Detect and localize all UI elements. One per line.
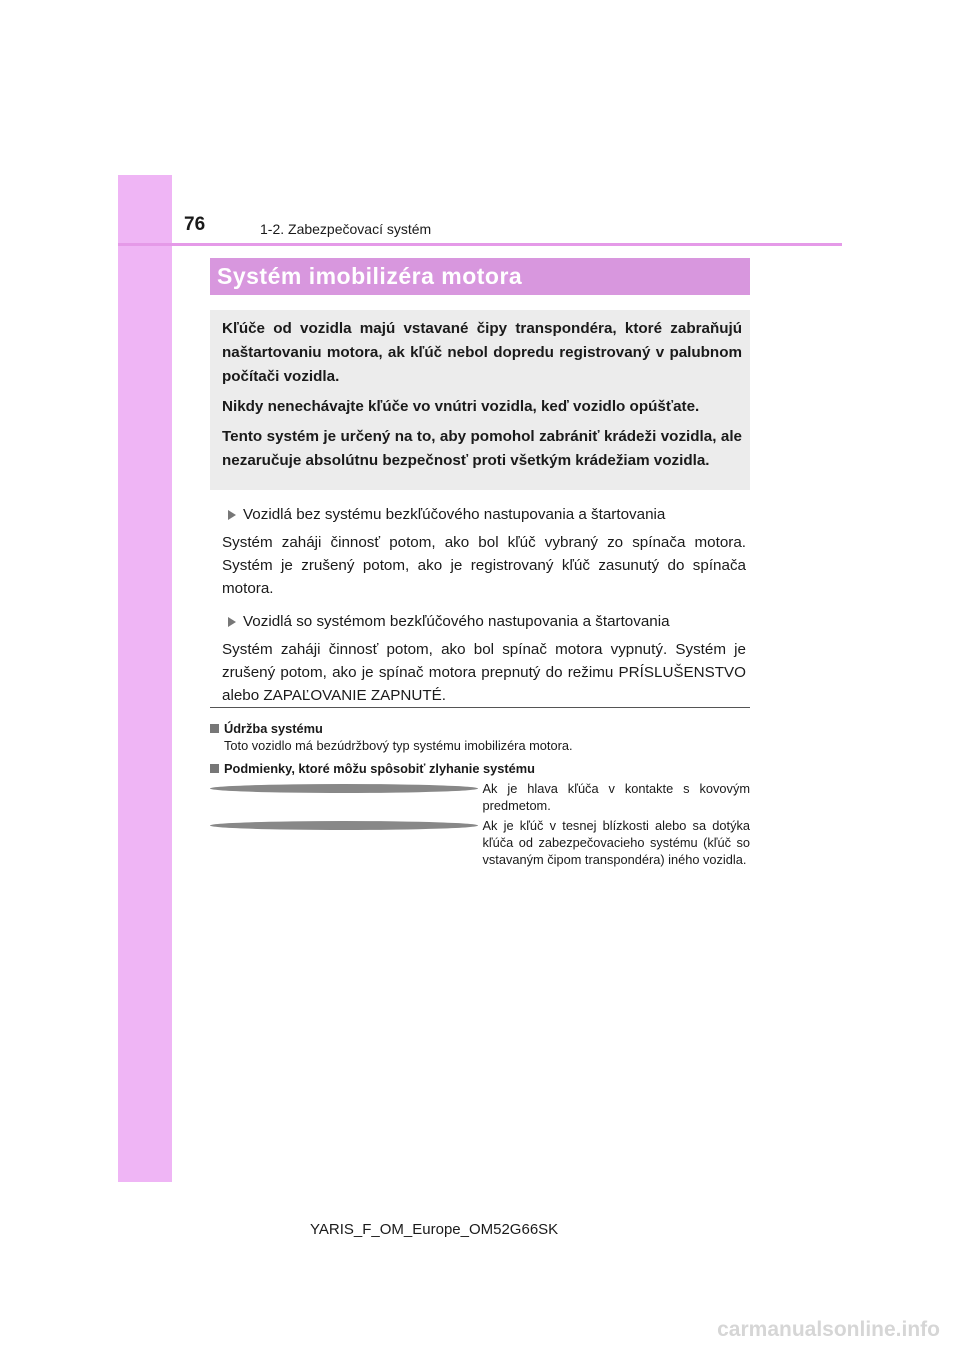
note-heading-text: Podmienky, ktoré môžu spôsobiť zlyhanie systému (224, 761, 535, 776)
triangle-bullet-icon (228, 617, 236, 627)
list-item (210, 817, 750, 868)
header-rule (118, 243, 842, 246)
page-number: 76 (184, 214, 206, 235)
note-heading (210, 720, 750, 737)
square-bullet-icon (210, 764, 219, 773)
section-title: Systém imobilizéra motora (210, 258, 750, 295)
list-item-text: Ak je hlava kľúča v kontakte s kovovým predmetom. (482, 781, 750, 813)
intro-paragraph: Tento systém je určený na to, aby pomohol zabrániť krádeži vozidla, ale nezaručuje absolútnu bezpečnosť proti všetkým krádežiam vozidla. (222, 428, 742, 469)
body-paragraph: Systém zaháji činnosť potom, ako bol spínač motora vypnutý. Systém je zrušený potom, ako je spínač motora prepnutý do režimu PRÍSLUŠENSTVO alebo ZAPAĽOVANIE ZAPNUTÉ. (222, 641, 746, 704)
circle-bullet-icon (210, 784, 478, 793)
notes-section (210, 716, 750, 868)
chapter-tab (118, 175, 172, 1182)
note-heading-text: Údržba systému (224, 721, 323, 736)
square-bullet-icon (210, 724, 219, 733)
running-header: 1-2. Zabezpečovací systém (260, 221, 432, 237)
intro-paragraph: Kľúče od vozidla majú vstavané čipy transpondéra, ktoré zabraňujú naštartovaniu motora, ak kľúč nebol dopredu registrovaný v palubnom počítači vozidla. (222, 320, 742, 385)
list-item-text: Ak je kľúč v tesnej blízkosti alebo sa dotýka kľúča od zabezpečovacieho systému (kľúč so vstavaným čipom transpondéra) iného vozidla. (482, 818, 750, 867)
subheading (228, 503, 746, 526)
body-paragraph: Systém zaháji činnosť potom, ako bol kľúč vybraný zo spínača motora. Systém je zrušený potom, ako je registrovaný kľúč zasunutý do spínača motora. (222, 534, 746, 597)
note-text: Toto vozidlo má bezúdržbový typ systému imobilizéra motora. (224, 738, 573, 753)
circle-bullet-icon (210, 821, 478, 830)
subheading-text: Vozidlá bez systému bezkľúčového nastupovania a štartovania (243, 506, 666, 523)
note-heading (210, 760, 750, 777)
triangle-bullet-icon (228, 510, 236, 520)
subheading (228, 610, 746, 633)
footer-code: YARIS_F_OM_Europe_OM52G66SK (310, 1221, 559, 1238)
intro-paragraph: Nikdy nenechávajte kľúče vo vnútri vozidla, keď vozidlo opúšťate. (222, 398, 700, 415)
list-item (210, 780, 750, 814)
notes-divider (210, 707, 750, 708)
intro-box (210, 310, 750, 490)
body-content (222, 503, 746, 717)
subheading-text: Vozidlá so systémom bezkľúčového nastupovania a štartovania (243, 613, 670, 630)
watermark: carmanualsonline.info (717, 1318, 940, 1341)
